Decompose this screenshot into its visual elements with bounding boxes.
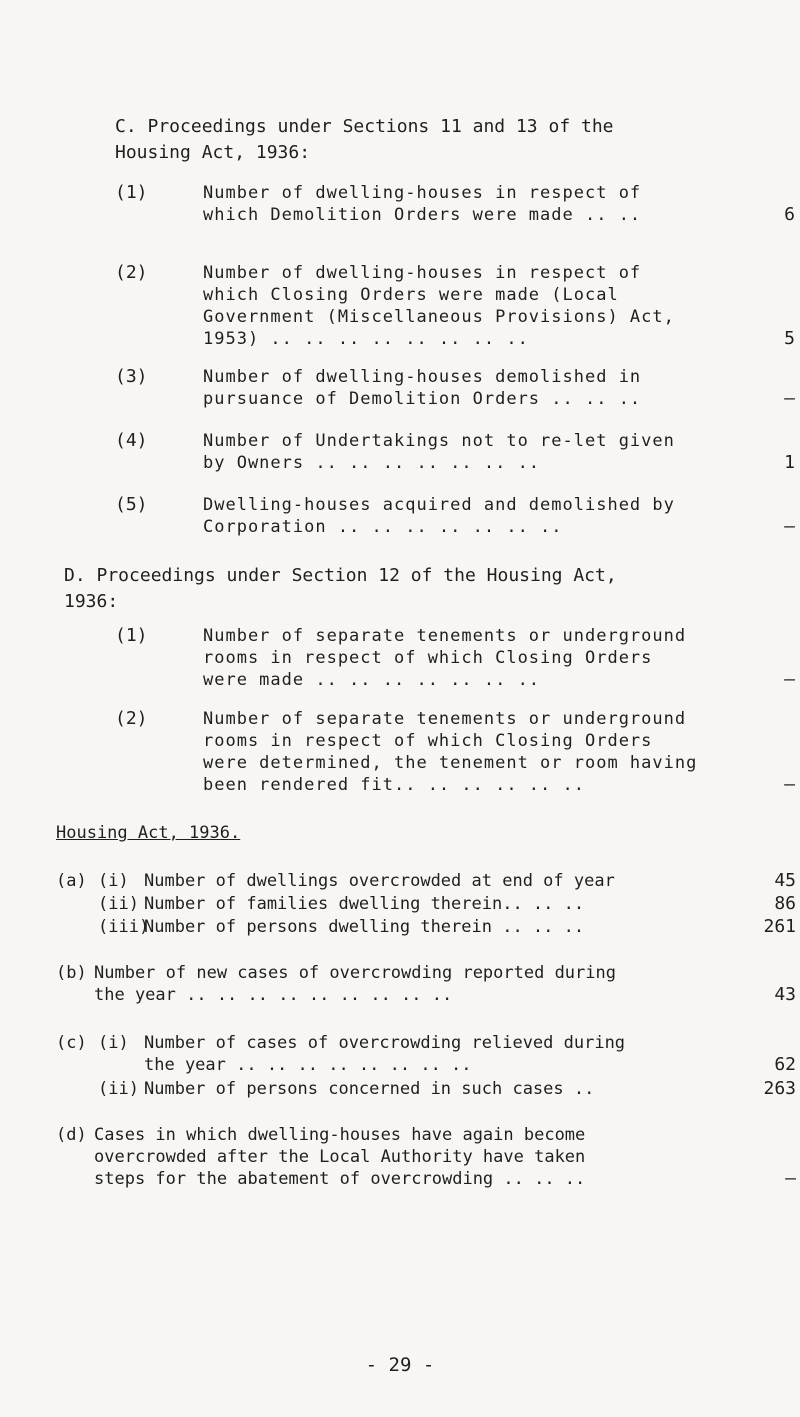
item-value: 6 (784, 204, 795, 225)
item-value: 5 (784, 328, 795, 349)
item-text: Number of separate tenements or underground rooms in respect of which Closing Orders were made .. .. .. .. .. .. .. (203, 626, 687, 690)
housing-a-row-2 (56, 893, 796, 915)
item-text: Number of new cases of overcrowding reported during the year .. .. .. .. .. .. .. .. .. (94, 963, 616, 1005)
item-value: – (784, 388, 795, 409)
page-number: - 29 - (365, 1354, 435, 1376)
item-text: Number of dwelling-houses in respect of which Closing Orders were made (Local Government (Miscellaneous Provisions) Act, 1953) .. .. .. .. .. .. .. .. (203, 263, 675, 349)
item-number: (3) (115, 366, 148, 387)
section-c-item-3 (115, 366, 795, 416)
item-number: (2) (115, 708, 148, 729)
housing-b-row (56, 962, 796, 1008)
housing-c-row-1 (56, 1032, 796, 1078)
item-label: (d) (56, 1125, 87, 1145)
item-number: (1) (115, 182, 148, 203)
item-text: Number of dwelling-houses demolished in pursuance of Demolition Orders .. .. .. (203, 367, 642, 409)
section-d-item-2 (115, 708, 795, 800)
item-value: – (784, 516, 795, 537)
item-value: 263 (763, 1078, 796, 1099)
item-label: (c) (56, 1033, 87, 1053)
section-d-item-1 (115, 625, 795, 697)
item-number: (2) (115, 262, 148, 283)
item-value: – (785, 1168, 796, 1189)
housing-a-row-3 (56, 916, 796, 938)
item-text: Number of persons concerned in such cases .. (144, 1079, 595, 1099)
item-value: 43 (774, 984, 796, 1005)
housing-d-row (56, 1124, 796, 1192)
item-text: Number of separate tenements or underground rooms in respect of which Closing Orders were determined, the tenement or room having been rendered fit.. .. .. .. .. .. (203, 709, 698, 795)
item-text: Number of Undertakings not to re-let given by Owners .. .. .. .. .. .. .. (203, 431, 675, 473)
item-text: Number of dwellings overcrowded at end of year (144, 871, 615, 891)
housing-c-row-2 (56, 1078, 796, 1100)
section-c-item-1 (115, 182, 795, 232)
item-text: Number of dwelling-houses in respect of which Demolition Orders were made .. .. (203, 183, 642, 225)
item-number: (4) (115, 430, 148, 451)
sub-label: (ii) (98, 894, 139, 914)
section-c-heading: C. Proceedings under Sections 11 and 13 of the Housing Act, 1936: (115, 116, 614, 163)
housing-a-row-1 (56, 870, 796, 892)
item-value: 45 (774, 870, 796, 891)
sub-label: (iii) (98, 917, 150, 937)
section-c-item-5 (115, 494, 795, 544)
item-text: Number of families dwelling therein.. .. .. (144, 894, 585, 914)
sub-label: (i) (98, 871, 129, 891)
item-label: (b) (56, 963, 87, 983)
item-text: Number of persons dwelling therein .. .. .. (144, 917, 585, 937)
item-text: Cases in which dwelling-houses have again become overcrowded after the Local Authority have taken steps for the abatement of overcrowding .. .. .. (94, 1125, 586, 1189)
item-value: – (784, 774, 795, 795)
item-text: Dwelling-houses acquired and demolished by Corporation .. .. .. .. .. .. .. (203, 495, 675, 537)
housing-act-title: Housing Act, 1936. (56, 823, 241, 843)
item-value: 86 (774, 893, 796, 914)
section-c-item-2 (115, 262, 795, 354)
item-value: 261 (763, 916, 796, 937)
section-d-heading: D. Proceedings under Section 12 of the Housing Act, 1936: (64, 565, 617, 612)
item-value: – (784, 669, 795, 690)
item-label: (a) (56, 871, 87, 891)
item-number: (5) (115, 494, 148, 515)
item-value: 1 (784, 452, 795, 473)
sub-label: (i) (98, 1033, 129, 1053)
item-value: 62 (774, 1054, 796, 1075)
sub-label: (ii) (98, 1079, 139, 1099)
section-c-item-4 (115, 430, 795, 480)
item-text: Number of cases of overcrowding relieved during the year .. .. .. .. .. .. .. .. (144, 1033, 626, 1075)
item-number: (1) (115, 625, 148, 646)
